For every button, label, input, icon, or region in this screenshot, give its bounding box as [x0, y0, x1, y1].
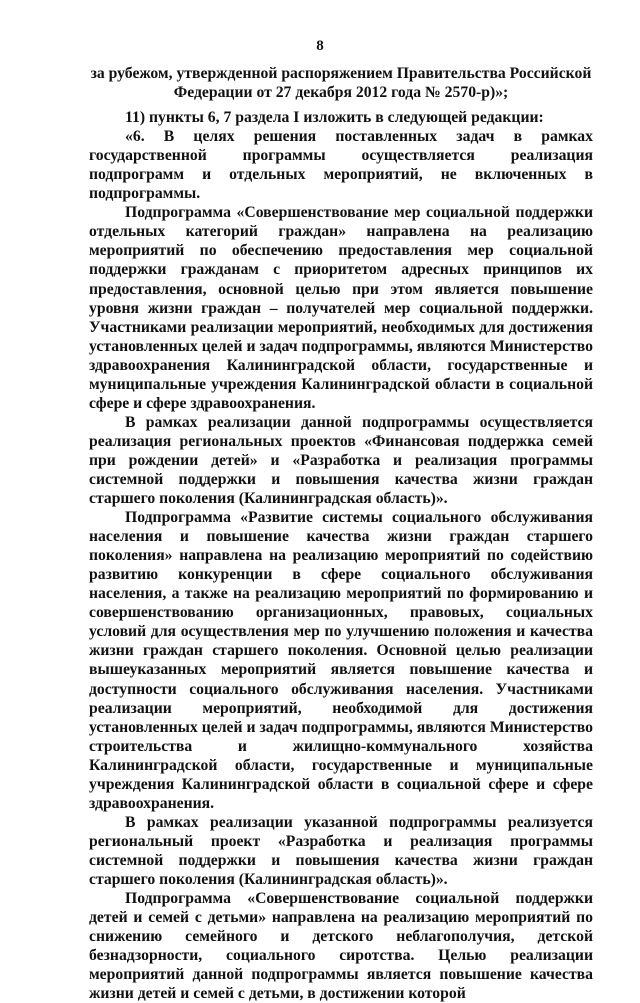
- page-number: 8: [316, 38, 324, 54]
- paragraph-point-6: «6. В целях решения поставленных задач в рамках государственной программы осуществляется реализация подпрограмм и отдельных мероприятий, не включенных в подпрограммы.: [89, 128, 593, 203]
- paragraph-subprogram-families: Подпрограмма «Совершенствование социальной поддержки детей и семей с детьми» направлена на реализацию мероприятий по снижению семейного и детского неблагополучия, детской безнадзорности, социального сиротства. Целью реализации мероприятий данной подпрограммы является повышение качества жизни детей и семей с детьми, в достижении которой: [89, 890, 593, 1003]
- paragraph-regional-project-elderly: В рамках реализации указанной подпрограммы реализуется региональный проект «Разработка и реализация программы системной поддержки и повышения качества жизни граждан старшего поколения (Калининградская область)».: [89, 813, 593, 888]
- paragraph-subprogram-social-support: Подпрограмма «Совершенствование мер социальной поддержки отдельных категорий граждан» направлена на реализацию мероприятий по обеспечению предоставления мер социальной поддержки гражданам с приоритетом адресных принципов их предоставления, основной целью при этом является повышение уровня жизни граждан – получателей мер социальной поддержки. Участниками реализации мероприятий, необходимых для достижения установленных целей и задач подпрограммы, являются Министерство здравоохранения Калининградской области, государственные и муниципальные учреждения Калининградской области в социальной сфере и сфере здравоохранения.: [89, 204, 593, 412]
- document-body: [89, 64, 593, 1003]
- paragraph-regional-projects: В рамках реализации данной подпрограммы осуществляется реализация региональных проектов «Финансовая поддержка семей при рождении детей» и «Разработка и реализация программы системной поддержки и повышения качества жизни граждан старшего поколения (Калининградская область)».: [89, 413, 593, 508]
- paragraph-intro: за рубежом, утвержденной распоряжением Правительства Российской Федерации от 27 декабря 2012 года № 2570-р)»;: [90, 65, 592, 102]
- paragraph-subprogram-social-services: Подпрограмма «Развитие системы социального обслуживания населения и повышение качества жизни граждан старшего поколения» направлена на реализацию мероприятий по содействию развитию конкуренции в сфере социального обслуживания населения, а также на реализацию мероприятий по формированию и совершенствованию организационных, правовых, социальных условий для осуществления мер по улучшению положения и качества жизни граждан старшего поколения. Основной целью реализации вышеуказанных мероприятий является повышение качества и доступности социального обслуживания населения. Участниками реализации мероприятий, необходимой для достижения установленных целей и задач подпрограммы, являются Министерство строительства и жилищно-коммунального хозяйства Калининградской области, государственные и муниципальные учреждения Калининградской области в социальной сфере и сфере здравоохранения.: [89, 509, 593, 812]
- paragraph-item-11: 11) пункты 6, 7 раздела I изложить в следующей редакции:: [125, 109, 544, 127]
